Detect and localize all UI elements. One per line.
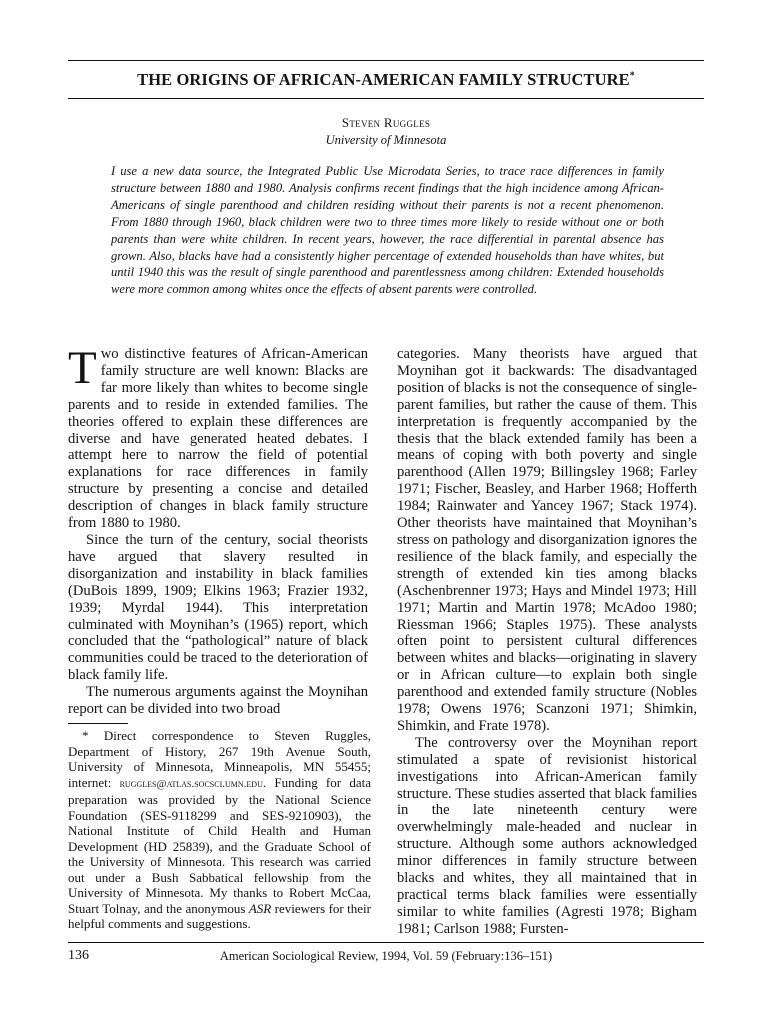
p3-part-right: categories. Many theorists have argued that Moynihan got it backwards: The disadvantaged position of blacks is not the consequence of single-parent families, but rather the cause of them. This interpretation is frequently accompanied by the thesis that the black extended family has been a means of coping with both poverty and single parenthood (Allen 1979; Billingsley 1968; Farley 1971; Fischer, Beasley, and Harber 1968; Hofferth 1984; Rainwater and Yancey 1967; Stack 1974). Other theorists have maintained that Moynihan’s stress on pathology and disorganization ignores the resilience of the black family, and especially the strength of extended kin ties among blacks (Aschenbrenner 1973; Hays and Mindel 1973; Hill 1971; Martin and Martin 1978; McAdoo 1980; Riessman 1966; Staples 1975). These analysts often point to persistent cultural differences between whites and blacks—originating in slavery or in African culture—to explain both single parenthood and extended family structure (Nobles 1978; Owens 1976; Scanzoni 1971; Shimkin, Shimkin, and Frate 1978). xyxy=(397,346,697,734)
author-affiliation: University of Minnesota xyxy=(325,133,447,147)
footnote-rule xyxy=(68,723,128,724)
footnote-text: * Direct correspondence to Steven Ruggles, Department of History, 267 19th Avenue South, University of Minnesota, Minneapolis, MN 55455; internet: ruggles@atlas.socsci.umn.edu. Funding for data preparation was provided by the National Science Foundation (SES-9118299 and SES-9210903), the National Institute of Child Health and Human Development (HD 25839), and the Graduate School of the University of Minnesota. This research was carried out under a Bush Sabbatical fellowship from the University of Minnesota. My thanks to Robert McCaa, Stuart Tolnay, and the anonymous ASR reviewers for their helpful comments and suggestions. xyxy=(68,728,372,931)
footnote-email: ruggles@atlas.socsci.umn.edu xyxy=(119,777,263,790)
article-title: THE ORIGINS OF AFRICAN-AMERICAN FAMILY STRUCTURE* xyxy=(137,70,635,89)
title-bottom-rule xyxy=(68,98,704,99)
top-rule xyxy=(68,60,704,61)
body-column-right xyxy=(397,346,697,938)
abstract-text: I use a new data source, the Integrated Public Use Microdata Series, to trace race differences in family structure between 1880 and 1980. Analysis confirms recent findings that the high incidence among African-Americans of single parenthood and children residing without their parents is not a recent phenomenon. From 1880 through 1960, black children were two to three times more likely to reside without one or both parents than were white children. In recent years, however, the race differential in parental absence has grown. Also, blacks have had a consistently higher percentage of extended households than have whites, but until 1940 this was the result of single parenthood and parentlessness among children: Extended households were more common among whites once the effects of absent parents were controlled. xyxy=(111,164,664,297)
body-paragraph: The controversy over the Moynihan report stimulated a spate of revisionist historical investigations into African-American family structure. These studies asserted that black families in the late nineteenth century were overwhelmingly male-headed and nuclear in structure. Although some authors acknowledged minor differences in family structure between blacks and whites, they all maintained that in practical terms black families were essentially similar to white families (Agresti 1978; Bigham 1981; Carlson 1988; Fursten- xyxy=(397,734,697,937)
abstract xyxy=(111,163,664,298)
page-number: 136 xyxy=(68,948,89,963)
body-paragraph-split xyxy=(68,684,368,718)
p3-part-left: The numerous arguments against the Moynihan report can be divided into two broad xyxy=(68,684,368,718)
author-name: Steven Ruggles xyxy=(341,115,431,130)
journal-abbrev: ASR xyxy=(248,900,272,916)
footnote xyxy=(68,728,371,932)
body-paragraph: Two distinctive features of African-American family structure are well known: Blacks are far more likely than whites to become single parents and to reside in extended families. The theories offered to explain these differences are diverse and have generated heated debates. I attempt here to narrow the field of potential explanations for race differences in family structure by presenting a concise and detailed description of changes in black family structure from 1880 to 1980. xyxy=(68,342,368,532)
body-paragraph: Since the turn of the century, social theorists have argued that slavery resulted in disorganization and instability in black families (DuBois 1899, 1909; Elkins 1963; Frazier 1932, 1939; Myrdal 1944). This interpretation culminated with Moynihan’s (1965) report, which concluded that the “pathological” nature of black communities could be traced to the deterioration of black family life. xyxy=(68,531,368,684)
footer-rule xyxy=(68,942,704,943)
title-footnote-mark: * xyxy=(629,70,635,82)
body-column-left xyxy=(68,342,368,718)
journal-citation: American Sociological Review, 1994, Vol. 59 (February:136–151) xyxy=(219,949,553,963)
body-paragraph-continued xyxy=(397,346,697,735)
drop-cap: T xyxy=(68,342,97,394)
